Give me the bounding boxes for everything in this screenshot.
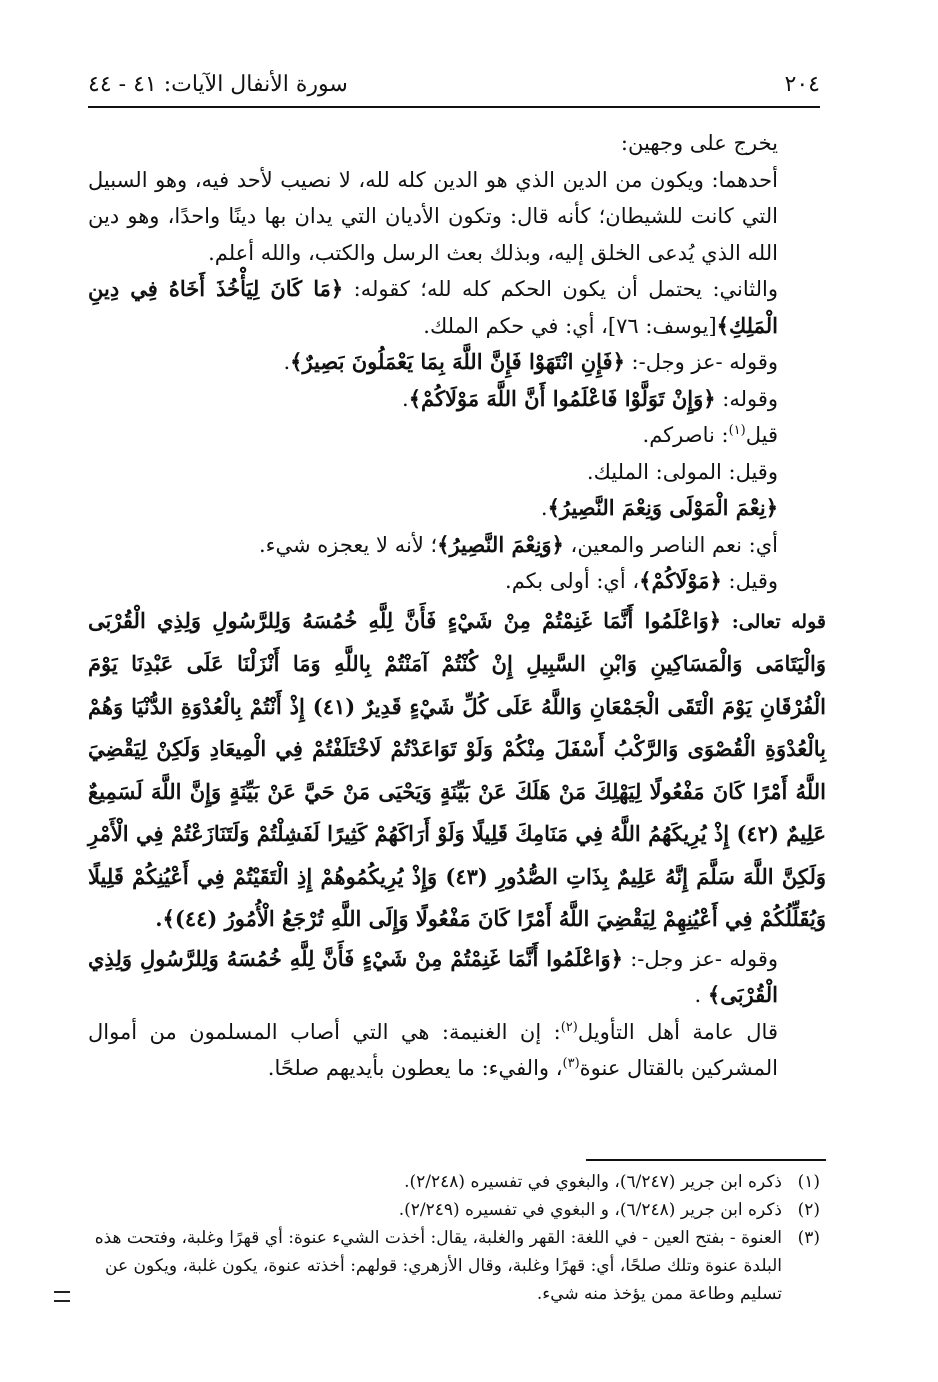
paragraph (88, 941, 826, 1014)
paragraph-text: ، أي: أولى بكم. (505, 569, 640, 593)
verse-label: قوله تعالى: (731, 610, 826, 633)
quran-quote: ﴿فَإِنِ انْتَهَوْا فَإِنَّ اللَّهَ بِمَا يَعْمَلُونَ بَصِيرٌ﴾ (290, 349, 625, 374)
paragraph-text: . (402, 386, 409, 411)
paragraph-text: : إن الغنيمة: هي التي أصاب المسلمون من أموال المشركين بالقتال عنوة (88, 1019, 778, 1080)
page-header (88, 62, 820, 108)
quran-quote: ﴿وَنِعْمَ النَّصِيرُ﴾ (437, 531, 564, 557)
paragraph (88, 454, 826, 491)
main-text (88, 125, 826, 1087)
footnote-divider (586, 1159, 826, 1161)
footnote-number: (٢) (797, 1200, 820, 1220)
footnote-text: ذكره ابن جرير (٦/٢٤٨)، و البغوي في تفسيره (٢/٢٤٩). (398, 1200, 782, 1220)
footnote-ref: (٣) (562, 1056, 580, 1071)
paragraph-text: قيل (745, 423, 778, 447)
quran-quote: ﴿مَا كَانَ لِيَأْخُذَ أَخَاهُ فِي دِينِ الْمَلِكِ﴾ (88, 276, 778, 338)
paragraph-text: ؛ لأنه لا يعجزه شيء. (258, 532, 438, 557)
paragraph-text: . (540, 496, 548, 520)
paragraph-text: أحدهما: ويكون من الدين الذي هو الدين كله لله، لا نصيب لأحد فيه، وهو السبيل التي كانت للشيطان؛ كأنه قال: وتكون الأديان التي يدان بها دينًا واحدًا، وهو دين الله الذي يُدعى الخلق إليه، وبذلك بعث الرسل والكتب، والله أعلم. (88, 167, 778, 265)
paragraph-text: وقوله -عز وجل-: (624, 350, 778, 374)
quran-quote: ﴿وَاعْلَمُوا أَنَّمَا غَنِمْتُمْ مِنْ شَيْءٍ فَأَنَّ لِلَّهِ خُمُسَهُ وَلِلرَّسُولِ وَلِذِي الْقُرْبَى﴾ (88, 945, 778, 1007)
paragraph-text: قال عامة أهل التأويل (577, 1019, 778, 1044)
paragraph (88, 1014, 826, 1087)
paragraph (88, 125, 826, 162)
footnote-text: ذكره ابن جرير (٦/٢٤٧)، والبغوي في تفسيره (٢/٢٤٨). (404, 1172, 782, 1192)
running-title: سورة الأنفال الآيات: ٤١ - ٤٤ (88, 71, 348, 97)
footnote (88, 1168, 820, 1196)
paragraph-text: يخرج على وجهين: (620, 131, 778, 155)
paragraph (88, 527, 826, 564)
paragraph-text: أي: نعم الناصر والمعين، (563, 532, 778, 557)
verse-block (88, 600, 826, 941)
footnotes (88, 1168, 820, 1308)
quran-quote: ﴿نِعْمَ الْمَوْلَى وَنِعْمَ النَّصِيرُ﴾ (547, 495, 778, 520)
paragraph-text: : ناصركم. (642, 423, 729, 447)
paragraph (88, 381, 826, 418)
footnote (88, 1224, 820, 1308)
paragraph-text: وقيل: المولى: المليك. (586, 459, 778, 484)
quran-quote: ﴿وَإِنْ تَوَلَّوْا فَاعْلَمُوا أَنَّ اللَّهَ مَوْلَاكُمْ﴾ (408, 385, 716, 411)
paragraph (88, 417, 826, 454)
paragraph-text: [يوسف: ٧٦]، أي: في حكم الملك. (423, 313, 717, 338)
footnote-text: العنوة - بفتح العين - في اللغة: القهر والغلبة، يقال: أخذت الشيء عنوة: أي قهرًا وغلبة، وفتحت هذه البلدة عنوة وتلك صلحًا، أي: قهرًا وغلبة، وقال الأزهري: قولهم: أخذته عنوة، يكون غلبة، ويكون عن تسليم وطاعة ممن يؤخذ منه شيء. (94, 1228, 782, 1304)
page-number: ٢٠٤ (784, 71, 820, 97)
verse-text: ﴿وَاعْلَمُوا أَنَّمَا غَنِمْتُمْ مِنْ شَيْءٍ فَأَنَّ لِلَّهِ خُمُسَهُ وَلِلرَّسُولِ وَلِذِي الْقُرْبَى وَالْيَتَامَى وَالْمَسَاكِينِ وَابْنِ السَّبِيلِ إِنْ كُنْتُمْ آمَنْتُمْ بِاللَّهِ وَمَا أَنْزَلْنَا عَلَى عَبْدِنَا يَوْمَ الْفُرْقَانِ يَوْمَ الْتَقَى الْجَمْعَانِ وَاللَّهُ عَلَى كُلِّ شَيْءٍ قَدِيرٌ (٤١) إِذْ أَنْتُمْ بِالْعُدْوَةِ الدُّنْيَا وَهُمْ بِالْعُدْوَةِ الْقُصْوَى وَالرَّكْبُ أَسْفَلَ مِنْكُمْ وَلَوْ تَوَاعَدْتُمْ لَاخْتَلَفْتُمْ فِي الْمِيعَادِ وَلَكِنْ لِيَقْضِيَ اللَّهُ أَمْرًا كَانَ مَفْعُولًا لِيَهْلِكَ مَنْ هَلَكَ عَنْ بَيِّنَةٍ وَيَحْيَى مَنْ حَيَّ عَنْ بَيِّنَةٍ وَإِنَّ اللَّهَ لَسَمِيعٌ عَلِيمٌ (٤٢) إِذْ يُرِيكَهُمُ اللَّهُ فِي مَنَامِكَ قَلِيلًا وَلَوْ أَرَاكَهُمْ كَثِيرًا لَفَشِلْتُمْ وَلَتَنَازَعْتُمْ فِي الْأَمْرِ وَلَكِنَّ اللَّهَ سَلَّمَ إِنَّهُ عَلِيمٌ بِذَاتِ الصُّدُورِ (٤٣) وَإِذْ يُرِيكُمُوهُمْ إِذِ الْتَقَيْتُمْ فِي أَعْيُنِكُمْ قَلِيلًا وَيُقَلِّلُكُمْ فِي أَعْيُنِهِمْ لِيَقْضِيَ اللَّهُ أَمْرًا كَانَ مَفْعُولًا وَإِلَى اللَّهِ تُرْجَعُ الْأُمُورُ (٤٤)﴾. (88, 607, 827, 931)
footnote-ref: (١) (728, 423, 746, 438)
paragraph-text: ، والفيء: ما يعطون بأيديهم صلحًا. (267, 1056, 563, 1080)
paragraph (88, 271, 826, 344)
paragraph (88, 344, 826, 381)
paragraph-text: والثاني: يحتمل أن يكون الحكم كله لله؛ كقوله: (343, 277, 779, 301)
footnote-ref: (٢) (560, 1019, 578, 1035)
paragraph-text: وقوله -عز وجل-: (622, 946, 778, 971)
paragraph-text: . (283, 350, 291, 374)
margin-mark (54, 1291, 70, 1302)
paragraph (88, 490, 826, 527)
footnote-number: (٣) (797, 1228, 820, 1248)
quran-quote: ﴿مَوْلَاكُمْ﴾ (639, 568, 722, 593)
paragraph-text: . (694, 983, 708, 1007)
footnote-number: (١) (797, 1172, 820, 1192)
paragraph (88, 563, 826, 600)
paragraph (88, 162, 826, 272)
footnote (88, 1196, 820, 1224)
paragraph-text: وقيل: (721, 569, 778, 593)
paragraph-text: وقوله: (715, 386, 778, 411)
